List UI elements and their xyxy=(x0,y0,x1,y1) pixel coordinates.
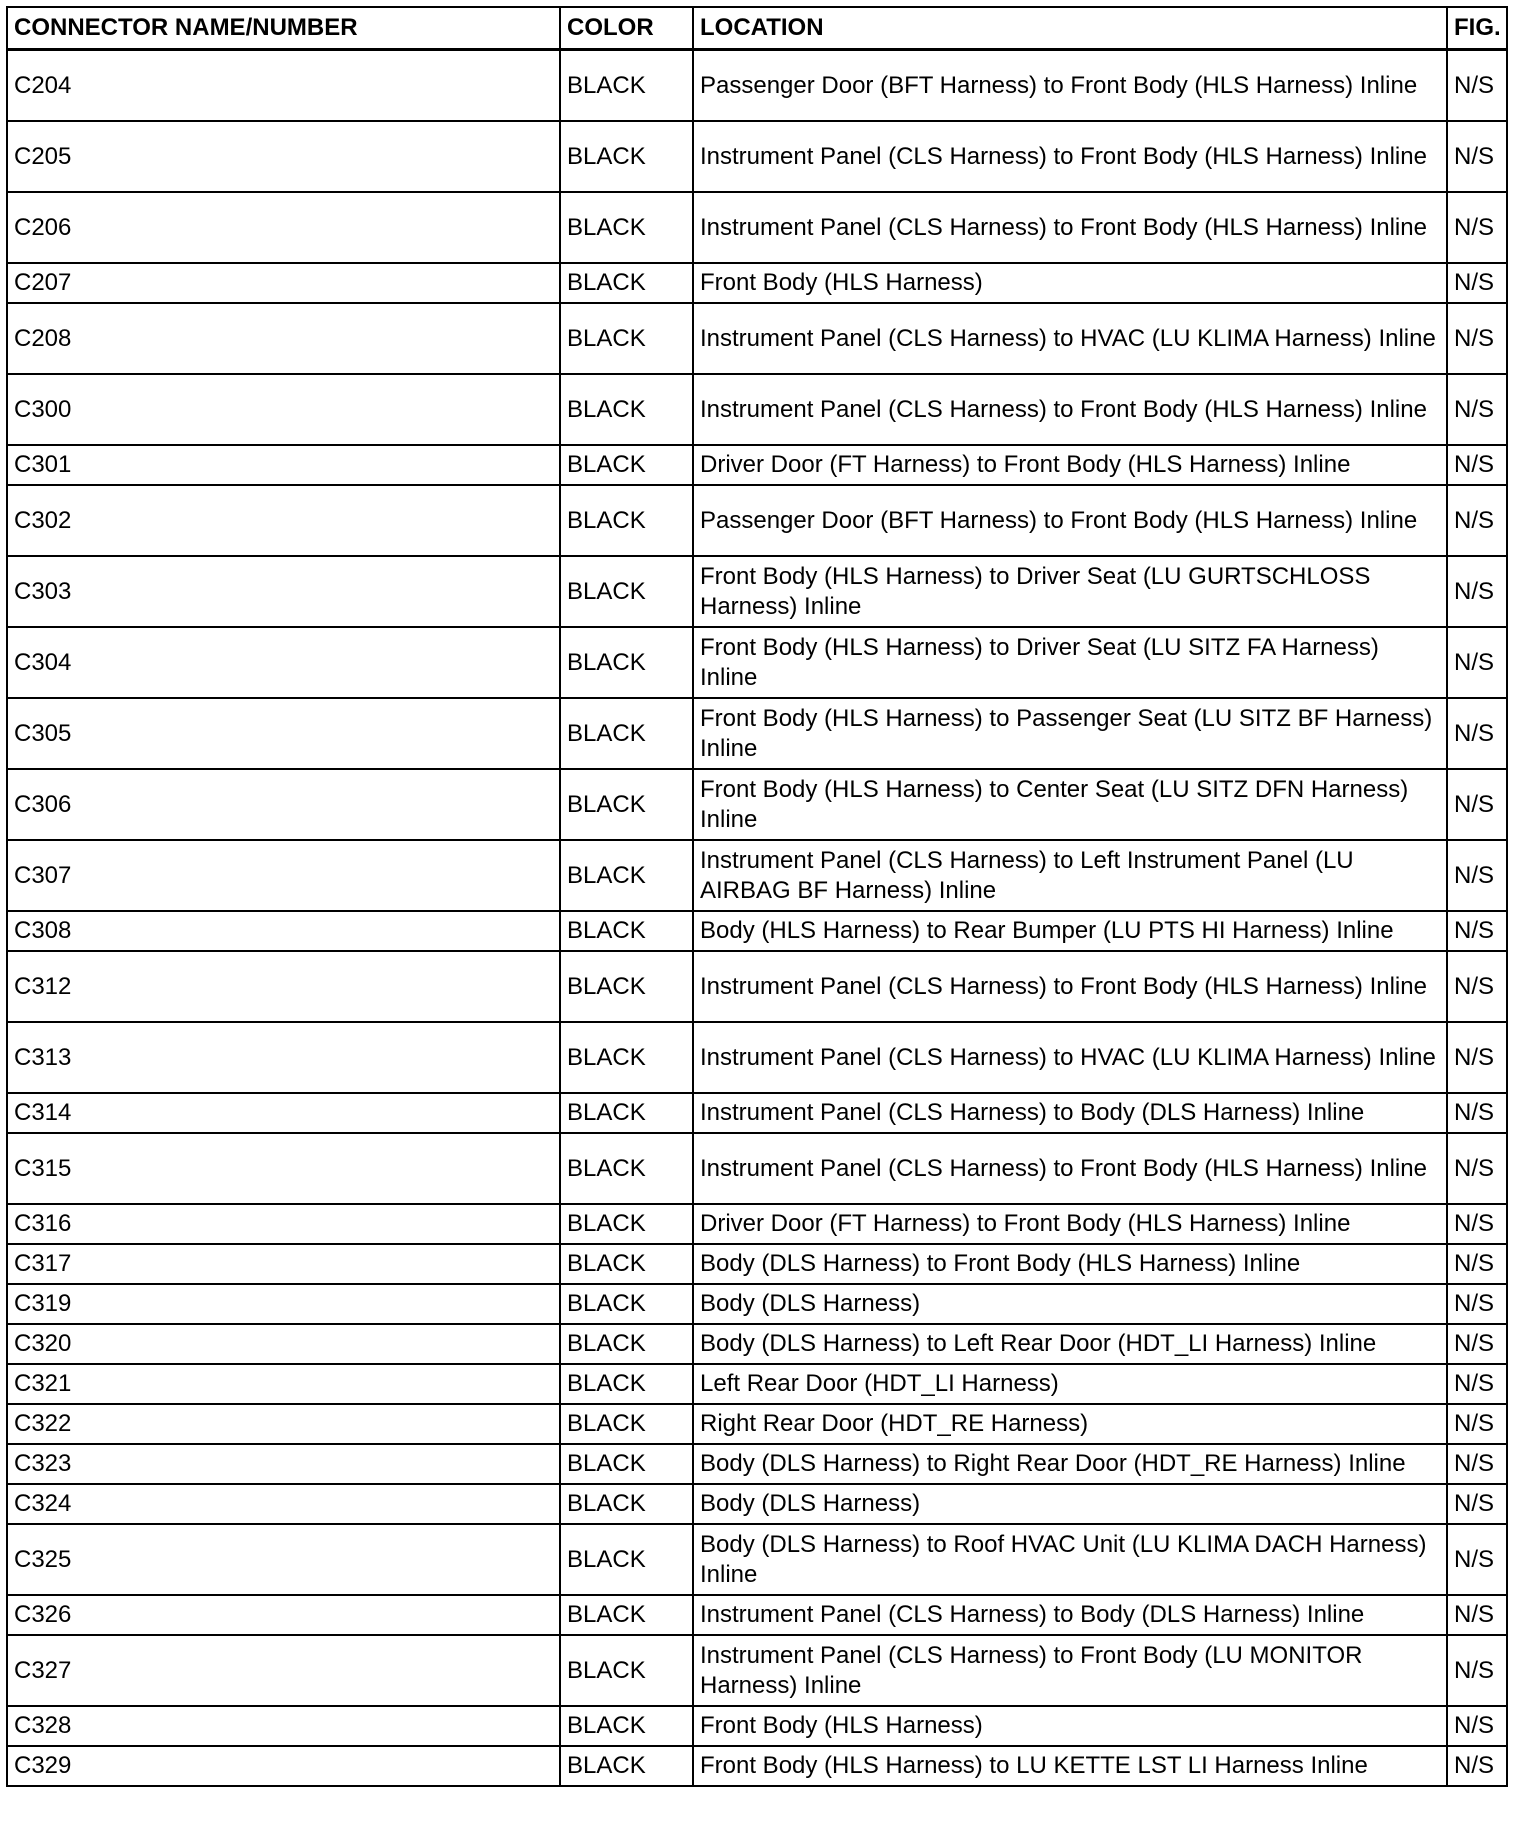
connector-cell: C205 xyxy=(7,121,560,192)
connector-cell: C313 xyxy=(7,1022,560,1093)
connector-cell: C315 xyxy=(7,1133,560,1204)
fig-cell: N/S xyxy=(1447,1635,1507,1706)
table-row xyxy=(7,1444,1507,1484)
table-row xyxy=(7,263,1507,303)
table-row xyxy=(7,192,1507,263)
connector-cell: C324 xyxy=(7,1484,560,1524)
fig-cell: N/S xyxy=(1447,1284,1507,1324)
fig-cell: N/S xyxy=(1447,1706,1507,1746)
connector-cell: C207 xyxy=(7,263,560,303)
color-cell: BLACK xyxy=(560,1484,693,1524)
table-row xyxy=(7,1746,1507,1786)
connector-cell: C320 xyxy=(7,1324,560,1364)
location-cell: Instrument Panel (CLS Harness) to HVAC (LU KLIMA Harness) Inline xyxy=(693,303,1447,374)
color-cell: BLACK xyxy=(560,1093,693,1133)
fig-cell: N/S xyxy=(1447,769,1507,840)
color-cell: BLACK xyxy=(560,1133,693,1204)
table-row xyxy=(7,50,1507,122)
connector-cell: C312 xyxy=(7,951,560,1022)
connector-cell: C328 xyxy=(7,1706,560,1746)
fig-cell: N/S xyxy=(1447,1746,1507,1786)
fig-cell: N/S xyxy=(1447,374,1507,445)
color-cell: BLACK xyxy=(560,1204,693,1244)
location-cell: Driver Door (FT Harness) to Front Body (HLS Harness) Inline xyxy=(693,445,1447,485)
connector-cell: C204 xyxy=(7,50,560,122)
fig-cell: N/S xyxy=(1447,556,1507,627)
location-cell: Body (HLS Harness) to Rear Bumper (LU PTS HI Harness) Inline xyxy=(693,911,1447,951)
connector-cell: C322 xyxy=(7,1404,560,1444)
color-cell: BLACK xyxy=(560,1364,693,1404)
header-connector: CONNECTOR NAME/NUMBER xyxy=(7,7,560,50)
fig-cell: N/S xyxy=(1447,698,1507,769)
location-cell: Front Body (HLS Harness) xyxy=(693,263,1447,303)
location-cell: Instrument Panel (CLS Harness) to Front Body (HLS Harness) Inline xyxy=(693,1133,1447,1204)
table-row xyxy=(7,1364,1507,1404)
color-cell: BLACK xyxy=(560,1444,693,1484)
location-cell: Front Body (HLS Harness) to LU KETTE LST LI Harness Inline xyxy=(693,1746,1447,1786)
color-cell: BLACK xyxy=(560,627,693,698)
color-cell: BLACK xyxy=(560,556,693,627)
table-header-row xyxy=(7,7,1507,50)
table-row xyxy=(7,556,1507,627)
color-cell: BLACK xyxy=(560,1324,693,1364)
table-row xyxy=(7,1404,1507,1444)
table-row xyxy=(7,1093,1507,1133)
connector-cell: C301 xyxy=(7,445,560,485)
color-cell: BLACK xyxy=(560,50,693,122)
connector-cell: C329 xyxy=(7,1746,560,1786)
table-row xyxy=(7,485,1507,556)
fig-cell: N/S xyxy=(1447,1244,1507,1284)
connector-cell: C303 xyxy=(7,556,560,627)
table-row xyxy=(7,303,1507,374)
location-cell: Instrument Panel (CLS Harness) to Left Instrument Panel (LU AIRBAG BF Harness) Inline xyxy=(693,840,1447,911)
connector-cell: C321 xyxy=(7,1364,560,1404)
table-row xyxy=(7,1595,1507,1635)
color-cell: BLACK xyxy=(560,445,693,485)
header-color: COLOR xyxy=(560,7,693,50)
fig-cell: N/S xyxy=(1447,445,1507,485)
table-row xyxy=(7,374,1507,445)
connector-cell: C302 xyxy=(7,485,560,556)
connector-cell: C316 xyxy=(7,1204,560,1244)
color-cell: BLACK xyxy=(560,121,693,192)
fig-cell: N/S xyxy=(1447,263,1507,303)
connector-cell: C323 xyxy=(7,1444,560,1484)
fig-cell: N/S xyxy=(1447,627,1507,698)
connector-cell: C305 xyxy=(7,698,560,769)
connector-cell: C327 xyxy=(7,1635,560,1706)
location-cell: Body (DLS Harness) to Right Rear Door (HDT_RE Harness) Inline xyxy=(693,1444,1447,1484)
connector-cell: C325 xyxy=(7,1524,560,1595)
color-cell: BLACK xyxy=(560,303,693,374)
color-cell: BLACK xyxy=(560,1595,693,1635)
connector-cell: C208 xyxy=(7,303,560,374)
fig-cell: N/S xyxy=(1447,1524,1507,1595)
table-row xyxy=(7,1524,1507,1595)
table-row xyxy=(7,121,1507,192)
color-cell: BLACK xyxy=(560,769,693,840)
color-cell: BLACK xyxy=(560,911,693,951)
location-cell: Passenger Door (BFT Harness) to Front Body (HLS Harness) Inline xyxy=(693,50,1447,122)
table-row xyxy=(7,1484,1507,1524)
table-row xyxy=(7,1204,1507,1244)
color-cell: BLACK xyxy=(560,1284,693,1324)
color-cell: BLACK xyxy=(560,1022,693,1093)
table-row xyxy=(7,769,1507,840)
fig-cell: N/S xyxy=(1447,951,1507,1022)
connector-cell: C314 xyxy=(7,1093,560,1133)
location-cell: Front Body (HLS Harness) to Passenger Seat (LU SITZ BF Harness) Inline xyxy=(693,698,1447,769)
connector-cell: C308 xyxy=(7,911,560,951)
connector-cell: C317 xyxy=(7,1244,560,1284)
location-cell: Front Body (HLS Harness) to Driver Seat (LU SITZ FA Harness) Inline xyxy=(693,627,1447,698)
table-row xyxy=(7,698,1507,769)
location-cell: Body (DLS Harness) xyxy=(693,1484,1447,1524)
color-cell: BLACK xyxy=(560,263,693,303)
fig-cell: N/S xyxy=(1447,1133,1507,1204)
table-row xyxy=(7,627,1507,698)
connector-cell: C319 xyxy=(7,1284,560,1324)
fig-cell: N/S xyxy=(1447,911,1507,951)
color-cell: BLACK xyxy=(560,1524,693,1595)
fig-cell: N/S xyxy=(1447,303,1507,374)
location-cell: Passenger Door (BFT Harness) to Front Body (HLS Harness) Inline xyxy=(693,485,1447,556)
location-cell: Right Rear Door (HDT_RE Harness) xyxy=(693,1404,1447,1444)
location-cell: Body (DLS Harness) to Front Body (HLS Harness) Inline xyxy=(693,1244,1447,1284)
header-fig: FIG. xyxy=(1447,7,1507,50)
color-cell: BLACK xyxy=(560,374,693,445)
color-cell: BLACK xyxy=(560,485,693,556)
fig-cell: N/S xyxy=(1447,192,1507,263)
table-row xyxy=(7,840,1507,911)
fig-cell: N/S xyxy=(1447,485,1507,556)
location-cell: Front Body (HLS Harness) to Center Seat (LU SITZ DFN Harness) Inline xyxy=(693,769,1447,840)
table-row xyxy=(7,1022,1507,1093)
table-row xyxy=(7,1635,1507,1706)
color-cell: BLACK xyxy=(560,1706,693,1746)
table-row xyxy=(7,1324,1507,1364)
header-location: LOCATION xyxy=(693,7,1447,50)
location-cell: Instrument Panel (CLS Harness) to Front Body (HLS Harness) Inline xyxy=(693,192,1447,263)
connector-cell: C326 xyxy=(7,1595,560,1635)
color-cell: BLACK xyxy=(560,1244,693,1284)
location-cell: Left Rear Door (HDT_LI Harness) xyxy=(693,1364,1447,1404)
location-cell: Body (DLS Harness) to Roof HVAC Unit (LU KLIMA DACH Harness) Inline xyxy=(693,1524,1447,1595)
fig-cell: N/S xyxy=(1447,1595,1507,1635)
color-cell: BLACK xyxy=(560,698,693,769)
fig-cell: N/S xyxy=(1447,1404,1507,1444)
color-cell: BLACK xyxy=(560,840,693,911)
fig-cell: N/S xyxy=(1447,1444,1507,1484)
fig-cell: N/S xyxy=(1447,121,1507,192)
location-cell: Instrument Panel (CLS Harness) to Body (DLS Harness) Inline xyxy=(693,1595,1447,1635)
table-row xyxy=(7,1284,1507,1324)
color-cell: BLACK xyxy=(560,1746,693,1786)
location-cell: Instrument Panel (CLS Harness) to Front Body (HLS Harness) Inline xyxy=(693,121,1447,192)
color-cell: BLACK xyxy=(560,192,693,263)
fig-cell: N/S xyxy=(1447,1364,1507,1404)
location-cell: Instrument Panel (CLS Harness) to Front Body (LU MONITOR Harness) Inline xyxy=(693,1635,1447,1706)
connector-cell: C307 xyxy=(7,840,560,911)
table-row xyxy=(7,1133,1507,1204)
location-cell: Instrument Panel (CLS Harness) to Front Body (HLS Harness) Inline xyxy=(693,951,1447,1022)
fig-cell: N/S xyxy=(1447,50,1507,122)
color-cell: BLACK xyxy=(560,1404,693,1444)
location-cell: Instrument Panel (CLS Harness) to HVAC (LU KLIMA Harness) Inline xyxy=(693,1022,1447,1093)
color-cell: BLACK xyxy=(560,1635,693,1706)
fig-cell: N/S xyxy=(1447,1484,1507,1524)
fig-cell: N/S xyxy=(1447,1324,1507,1364)
table-row xyxy=(7,1244,1507,1284)
location-cell: Front Body (HLS Harness) xyxy=(693,1706,1447,1746)
connector-cell: C300 xyxy=(7,374,560,445)
table-row xyxy=(7,951,1507,1022)
fig-cell: N/S xyxy=(1447,1022,1507,1093)
location-cell: Instrument Panel (CLS Harness) to Body (DLS Harness) Inline xyxy=(693,1093,1447,1133)
location-cell: Instrument Panel (CLS Harness) to Front Body (HLS Harness) Inline xyxy=(693,374,1447,445)
fig-cell: N/S xyxy=(1447,1093,1507,1133)
location-cell: Body (DLS Harness) to Left Rear Door (HDT_LI Harness) Inline xyxy=(693,1324,1447,1364)
connector-cell: C304 xyxy=(7,627,560,698)
location-cell: Body (DLS Harness) xyxy=(693,1284,1447,1324)
connector-table xyxy=(6,6,1508,1787)
connector-cell: C306 xyxy=(7,769,560,840)
connector-cell: C206 xyxy=(7,192,560,263)
table-row xyxy=(7,445,1507,485)
fig-cell: N/S xyxy=(1447,840,1507,911)
table-row xyxy=(7,1706,1507,1746)
color-cell: BLACK xyxy=(560,951,693,1022)
table-row xyxy=(7,911,1507,951)
location-cell: Front Body (HLS Harness) to Driver Seat (LU GURTSCHLOSS Harness) Inline xyxy=(693,556,1447,627)
location-cell: Driver Door (FT Harness) to Front Body (HLS Harness) Inline xyxy=(693,1204,1447,1244)
fig-cell: N/S xyxy=(1447,1204,1507,1244)
